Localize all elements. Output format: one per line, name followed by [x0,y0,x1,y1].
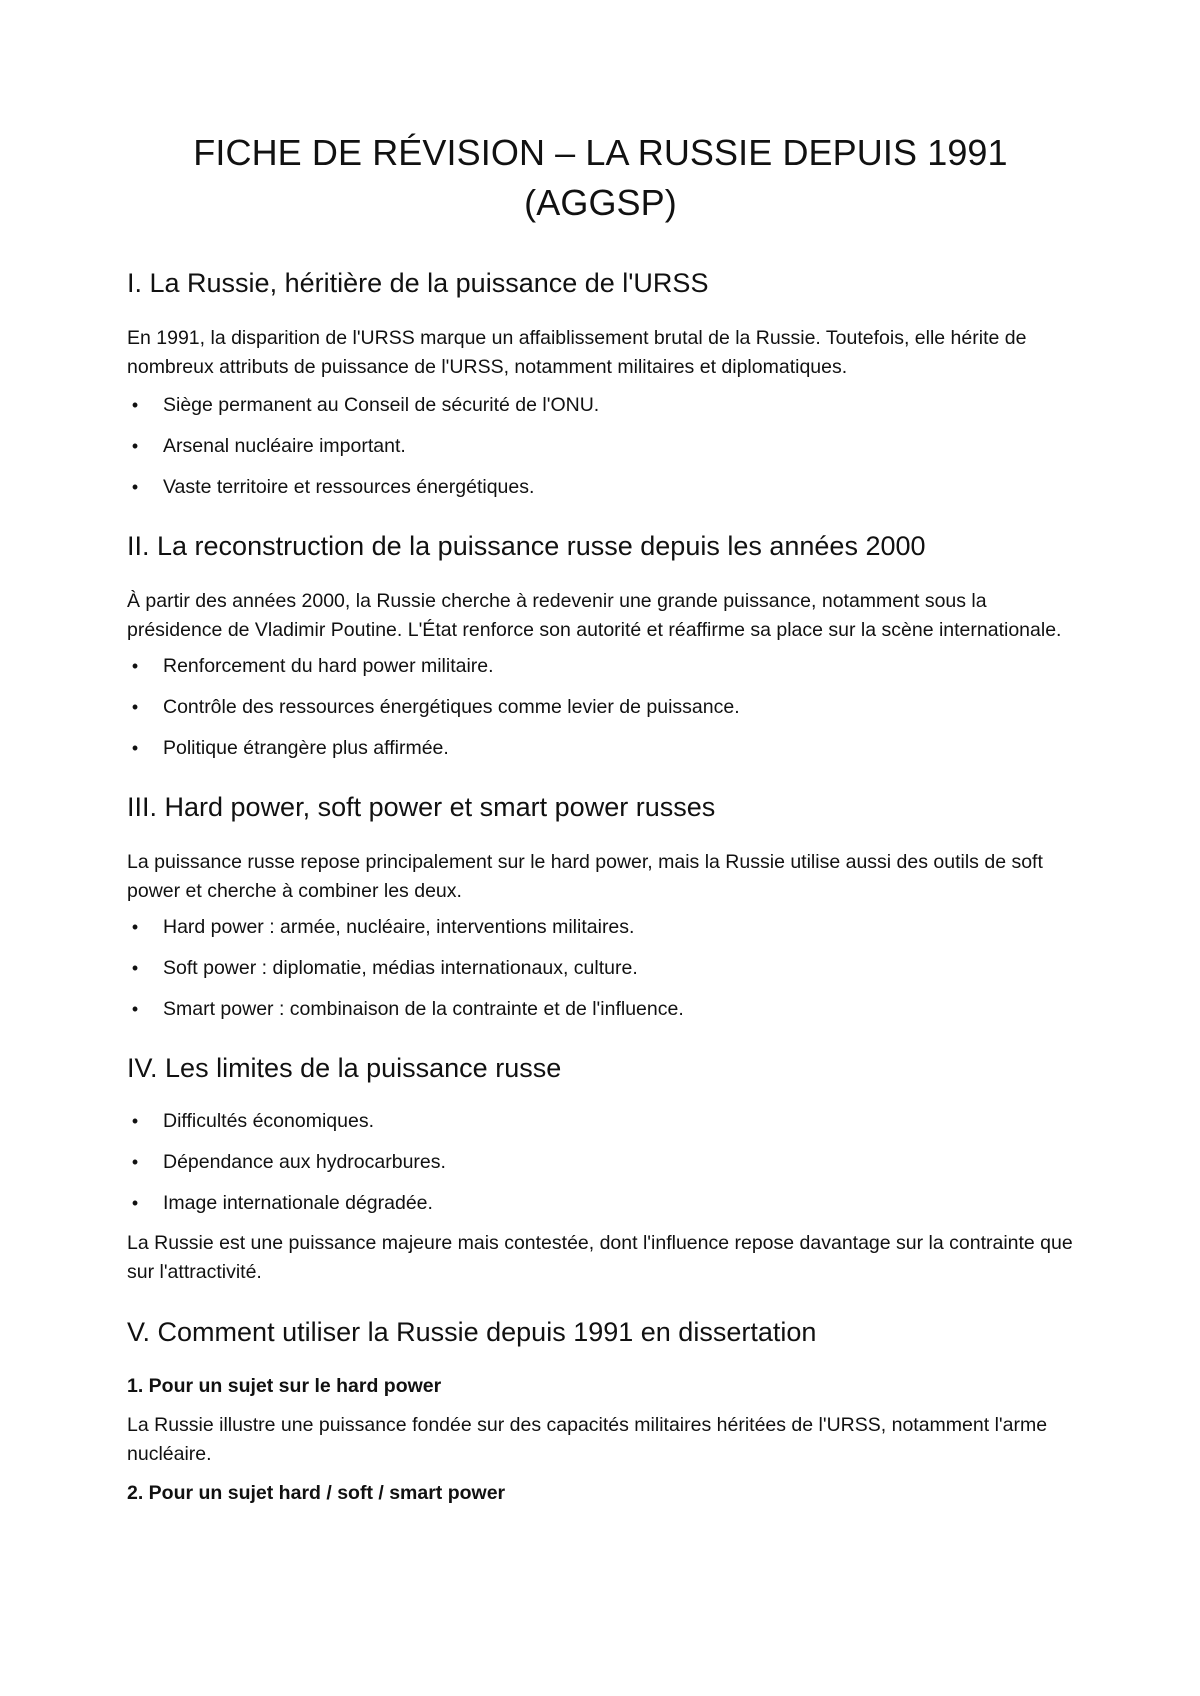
section-1-bullet-list [127,391,1074,502]
section-5-subheading-1: 1. Pour un sujet sur le hard power [127,1375,442,1397]
bullet-item [127,1107,1074,1136]
bullet-icon: • [131,1193,139,1213]
bullet-text: Renforcement du hard power militaire. [163,655,494,677]
bullet-icon: • [131,395,139,415]
bullet-item [127,693,1074,722]
section-3-intro: La puissance russe repose principalement sur le hard power, mais la Russie utilise aussi des outils de soft power et cherche à combiner les deux. [127,851,1043,902]
bullet-icon: • [131,999,139,1019]
section-5 [127,1315,1074,1508]
section-2-intro: À partir des années 2000, la Russie cherche à redevenir une grande puissance, notamment sous la présidence de Vladimir Poutine. L'État renforce son autorité et réaffirme sa place sur la scène internationale. [127,590,1062,641]
bullet-item [127,391,1074,420]
section-3 [127,790,1074,1024]
section-4-conclusion: La Russie est une puissance majeure mais contestée, dont l'influence repose davantage sur la contrainte que sur l'attractivité. [127,1232,1073,1283]
bullet-icon: • [131,917,139,937]
bullet-text: Smart power : combinaison de la contrainte et de l'influence. [163,998,684,1020]
bullet-item [127,652,1074,681]
section-4 [127,1051,1074,1287]
section-4-heading: IV. Les limites de la puissance russe [127,1053,562,1083]
section-3-bullet-list [127,913,1074,1024]
bullet-text: Hard power : armée, nucléaire, interventions militaires. [163,916,635,938]
section-2 [127,529,1074,763]
bullet-icon: • [131,1152,139,1172]
section-3-heading: III. Hard power, soft power et smart power russes [127,792,716,822]
section-1-intro: En 1991, la disparition de l'URSS marque un affaiblissement brutal de la Russie. Toutefois, elle hérite de nombreux attributs de puissance de l'URSS, notamment militaires et diplomatiques. [127,327,1027,378]
section-1-heading: I. La Russie, héritière de la puissance de l'URSS [127,268,709,298]
section-5-heading: V. Comment utiliser la Russie depuis 1991 en dissertation [127,1317,817,1347]
bullet-icon: • [131,436,139,456]
section-2-heading: II. La reconstruction de la puissance russe depuis les années 2000 [127,531,926,561]
bullet-icon: • [131,656,139,676]
bullet-text: Siège permanent au Conseil de sécurité de l'ONU. [163,394,600,416]
bullet-text: Contrôle des ressources énergétiques comme levier de puissance. [163,696,740,718]
bullet-item [127,734,1074,763]
bullet-icon: • [131,477,139,497]
bullet-icon: • [131,738,139,758]
bullet-text: Politique étrangère plus affirmée. [163,737,449,759]
section-2-bullet-list [127,652,1074,763]
document-title: FICHE DE RÉVISION – LA RUSSIE DEPUIS 1991 (AGGSP) [193,132,1008,223]
bullet-item [127,1148,1074,1177]
bullet-text: Image internationale dégradée. [163,1192,433,1214]
bullet-text: Vaste territoire et ressources énergétiques. [163,476,535,498]
bullet-icon: • [131,958,139,978]
bullet-text: Arsenal nucléaire important. [163,435,406,457]
bullet-item [127,995,1074,1024]
bullet-item [127,432,1074,461]
section-1 [127,266,1074,502]
bullet-item [127,913,1074,942]
bullet-text: Dépendance aux hydrocarbures. [163,1151,446,1173]
section-5-subtext-1: La Russie illustre une puissance fondée sur des capacités militaires héritées de l'URSS, notamment l'arme nucléaire. [127,1414,1048,1465]
bullet-icon: • [131,1111,139,1131]
bullet-icon: • [131,697,139,717]
bullet-text: Difficultés économiques. [163,1110,374,1132]
bullet-item [127,473,1074,502]
section-5-subheading-2: 2. Pour un sujet hard / soft / smart power [127,1482,506,1504]
section-4-bullet-list [127,1107,1074,1218]
bullet-text: Soft power : diplomatie, médias internationaux, culture. [163,957,638,979]
bullet-item [127,1189,1074,1218]
bullet-item [127,954,1074,983]
